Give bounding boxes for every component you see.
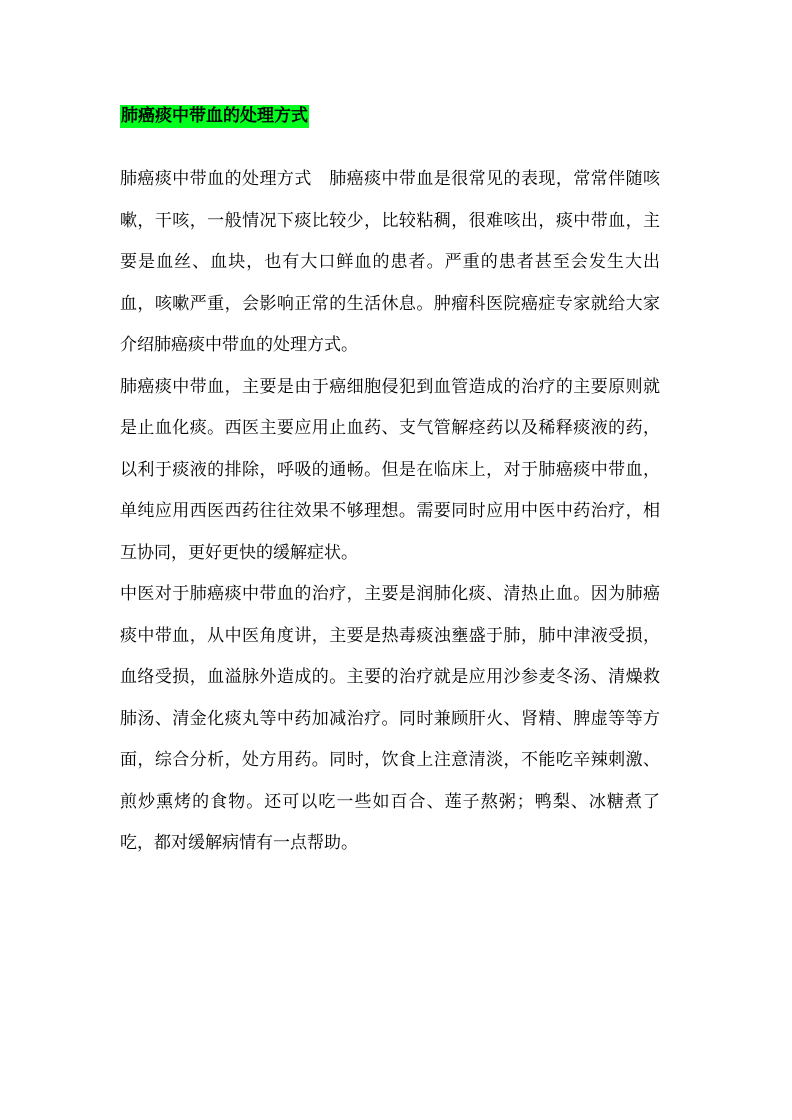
document-title: 肺癌痰中带血的处理方式 (121, 106, 308, 126)
document-body (120, 159, 660, 865)
paragraph-3: 中医对于肺癌痰中带血的治疗，主要是润肺化痰、清热止血。因为肺癌痰中带血，从中医角度讲，主要是热毒痰浊壅盛于肺，肺中津液受损，血络受损，血溢脉外造成的。主要的治疗就是应用沙参麦冬汤、清燥救肺汤、清金化痰丸等中药加减治疗。同时兼顾肝火、肾精、脾虚等等方面，综合分析，处方用药。同时，饮食上注意清淡，不能吃辛辣刺激、煎炒熏烤的食物。还可以吃一些如百合、莲子熬粥；鸭梨、冰糖煮了吃，都对缓解病情有一点帮助。 (120, 584, 660, 853)
paragraph-2: 肺癌痰中带血，主要是由于癌细胞侵犯到血管造成的治疗的主要原则就是止血化痰。西医主要应用止血药、支气管解痉药以及稀释痰液的药，以利于痰液的排除，呼吸的通畅。但是在临床上，对于肺癌痰中带血，单纯应用西医西药往往效果不够理想。需要同时应用中医中药治疗，相互协同，更好更快的缓解症状。 (120, 376, 660, 563)
paragraph-1: 肺癌痰中带血的处理方式 肺癌痰中带血是很常见的表现，常常伴随咳嗽，干咳，一般情况下痰比较少，比较粘稠，很难咳出，痰中带血，主要是血丝、血块，也有大口鲜血的患者。严重的患者甚至会发生大出血，咳嗽严重，会影响正常的生活休息。肿瘤科医院癌症专家就给大家介绍肺癌痰中带血的处理方式。 (120, 169, 660, 355)
